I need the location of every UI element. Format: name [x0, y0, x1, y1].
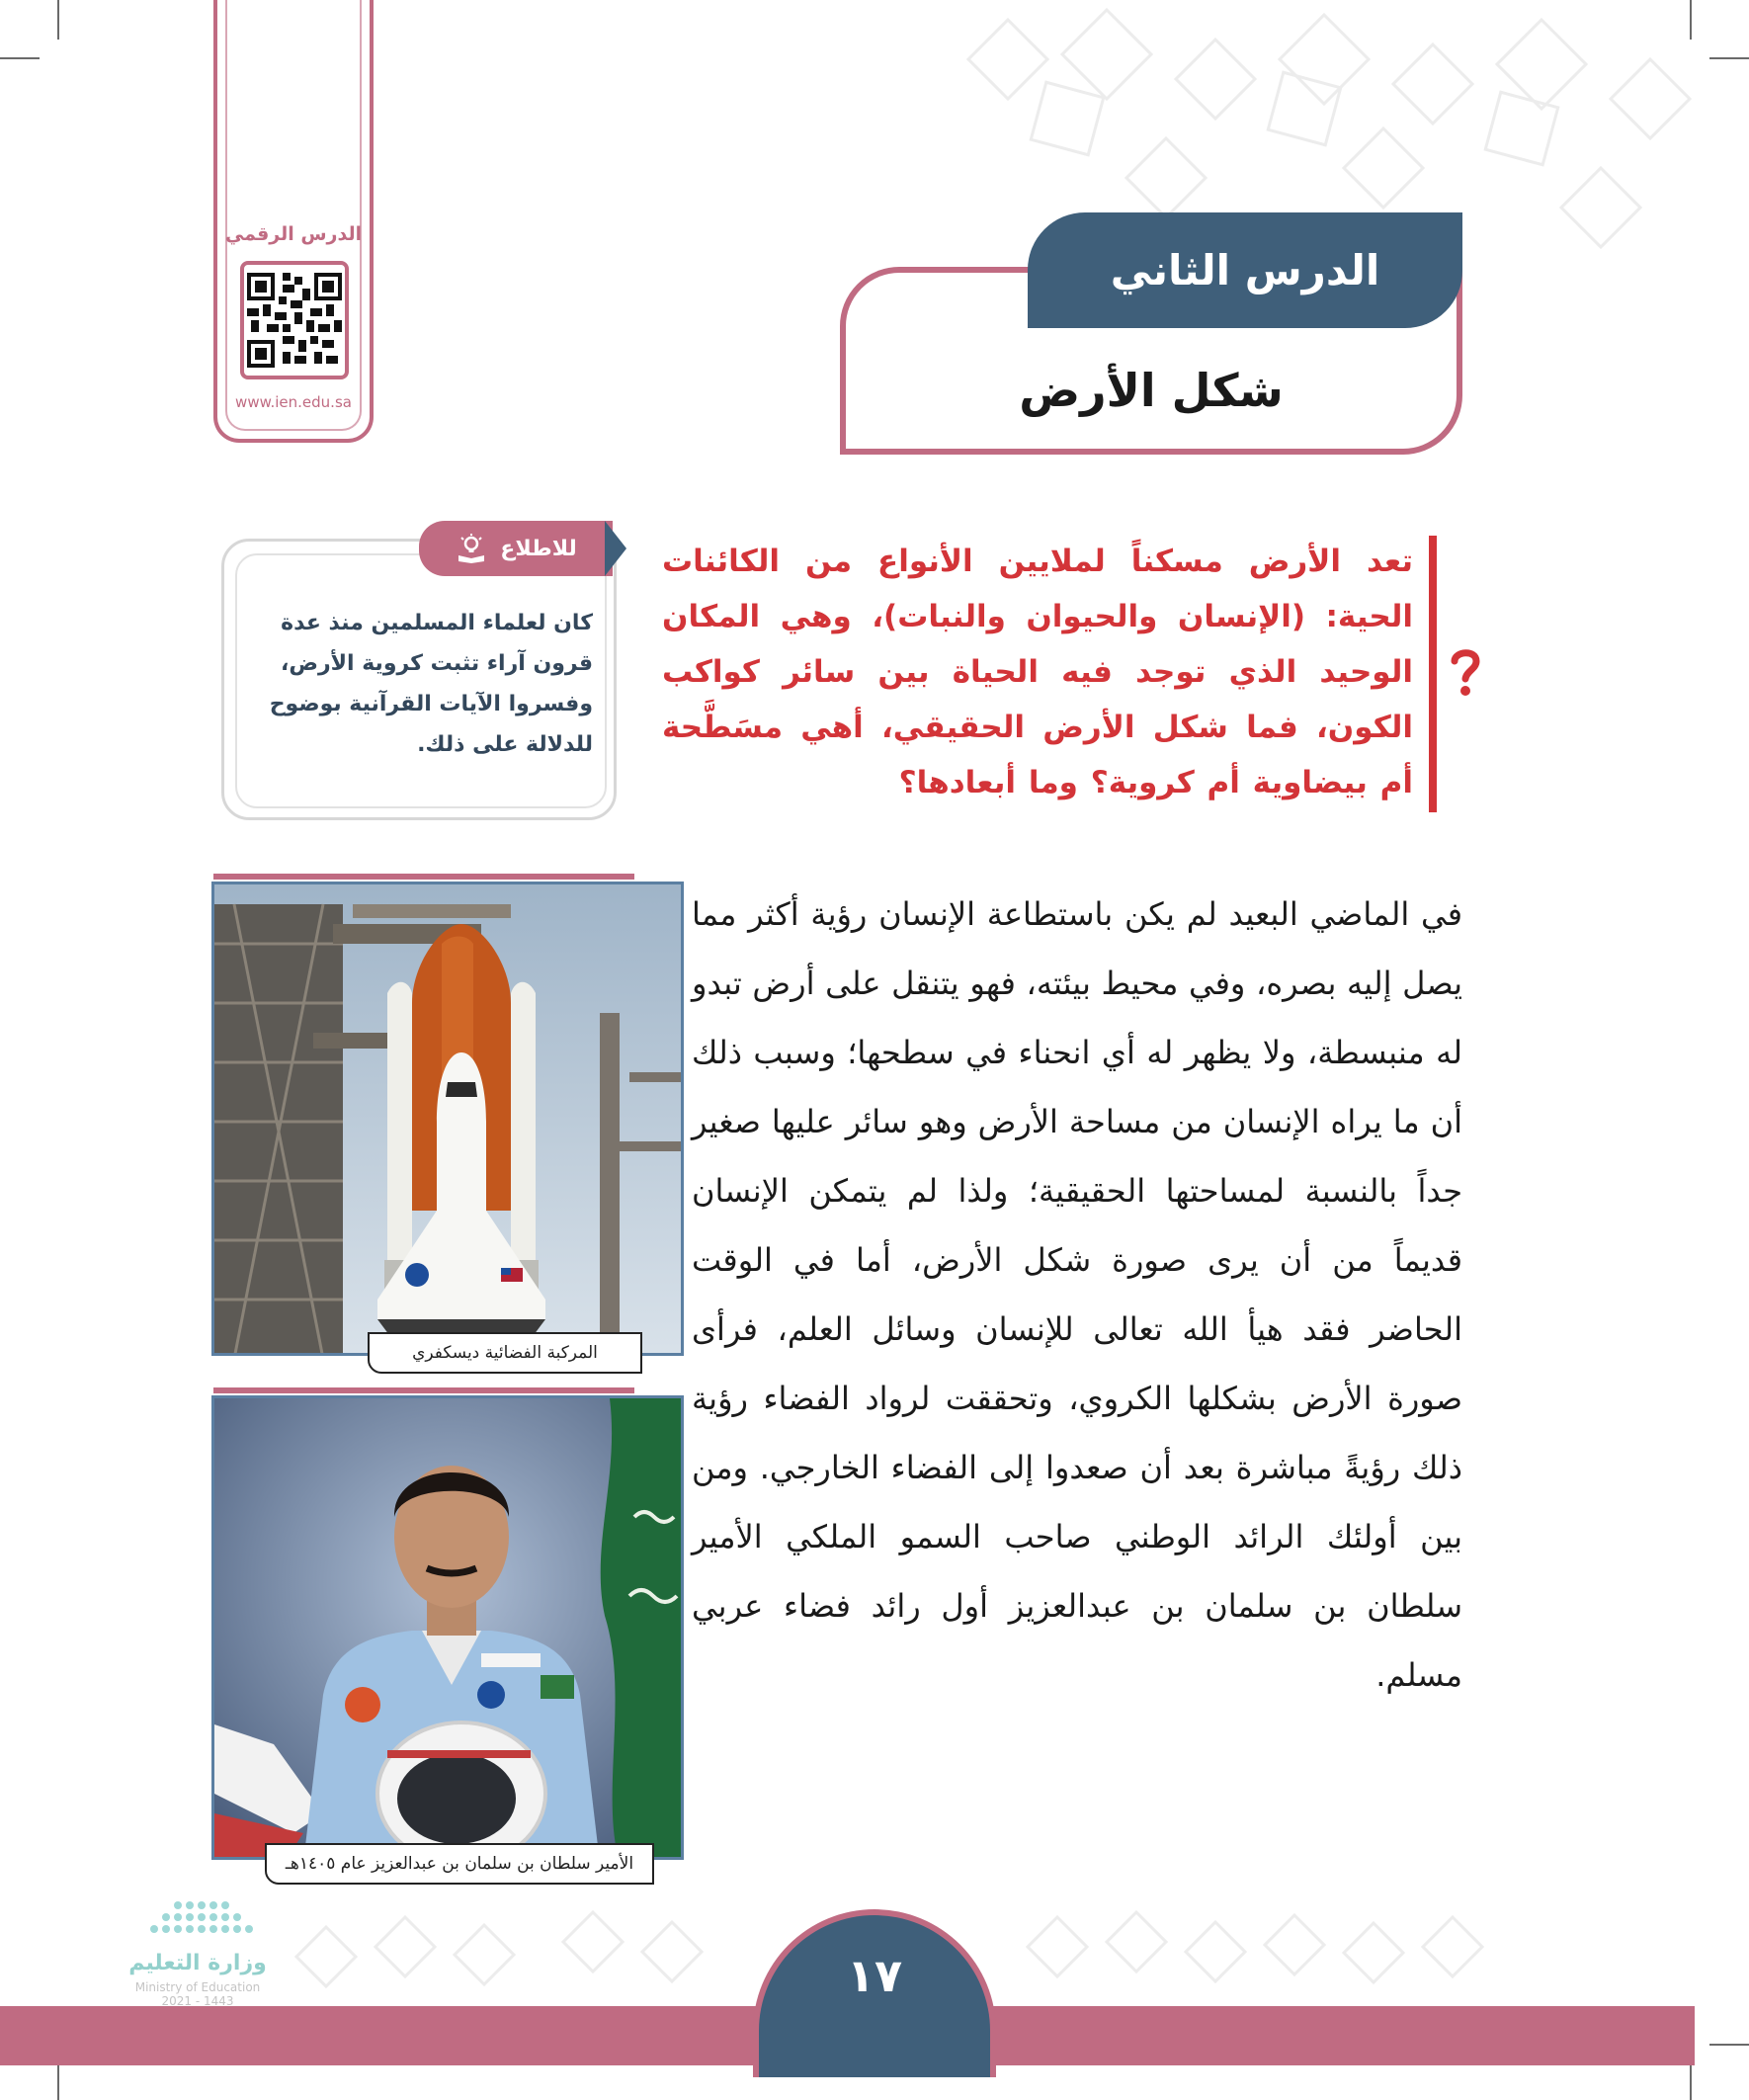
crop-mark: [0, 57, 40, 59]
astronaut-illustration: [214, 1398, 684, 1860]
crop-mark: [57, 0, 59, 40]
question-mark-icon: [1449, 647, 1482, 703]
crop-mark: [1709, 2044, 1749, 2046]
crop-mark: [1690, 2060, 1692, 2100]
crop-mark: [1690, 0, 1692, 40]
page-number: ١٧: [753, 1909, 996, 2077]
photo-strip: [213, 874, 634, 880]
lesson-title: شكل الأرض: [1019, 364, 1284, 417]
crop-mark: [57, 2060, 59, 2100]
info-box-text: كان لعلماء المسلمين منذ عدة قرون آراء تثبت كروية الأرض، وفسروا الآيات القرآنية بوضوح للدلالة على ذلك.: [269, 611, 593, 757]
astronaut-caption: الأمير سلطان بن سلمان بن عبدالعزيز عام ١٤٠٥هـ: [265, 1843, 654, 1885]
shuttle-caption: المركبة الفضائية ديسكفري: [368, 1332, 642, 1374]
ministry-name: وزارة التعليم: [128, 1951, 267, 1975]
ministry-year: 2021 - 1443: [161, 1994, 234, 2008]
shuttle-photo: [211, 882, 684, 1356]
body-text: في الماضي البعيد لم يكن باستطاعة الإنسان رؤية أكثر مما يصل إليه بصره، وفي محيط بيئته، فهو يتنقل على أرض تبدو له منبسطة، ولا يظهر له أي انحناء في سطحها؛ وسبب ذلك أن ما يراه الإنسان من مساحة الأرض وهو سائر عليها صغير جداً بالنسبة لمساحتها الحقيقية؛ ولذا لم يتمكن الإنسان قديماً من أن يرى صورة شكل الأرض، أما في الوقت الحاضر فقد هيأ الله تعالى للإنسان وسائل العلم، فرأى صورة الأرض بشكلها الكروي، وتحققت لرواد الفضاء رؤية ذلك رؤيةً مباشرة بعد أن صعدوا إلى الفضاء الخارجي. ومن بين أولئك الرائد الوطني صاحب السمو الملكي الأمير سلطان بن سلمان بن عبدالعزيز أول رائد فضاء عربي مسلم.: [692, 895, 1462, 1694]
intro-text: تعد الأرض مسكناً لملايين الأنواع من الكائنات الحية: (الإنسان والحيوان والنبات)، وهي المكان الوحيد الذي توجد فيه الحياة بين سائر كواكب الكون، فما شكل الأرض الحقيقي، أهي مسَطَّحة أم بيضاوية أم كروية؟ وما أبعادها؟: [662, 544, 1413, 800]
lesson-number-tab: الدرس الثاني: [1028, 212, 1462, 328]
ministry-dots-icon: [99, 1897, 296, 1953]
info-box-header-label: للاطلاع: [500, 536, 577, 561]
qr-code[interactable]: [240, 261, 349, 379]
ministry-logo: [99, 1897, 296, 2046]
astronaut-photo: [211, 1395, 684, 1860]
lightbulb-book-icon: [455, 534, 488, 563]
info-box-chevron: [605, 521, 626, 576]
ministry-sub-en: Ministry of Education: [134, 1980, 261, 1994]
photo-strip: [213, 1387, 634, 1393]
digital-lesson-url[interactable]: www.ien.edu.sa: [235, 393, 352, 411]
qr-code-icon: [247, 273, 342, 368]
digital-lesson-tab[interactable]: [213, 0, 374, 443]
digital-lesson-label: الدرس الرقمي: [224, 223, 363, 245]
space-shuttle-illustration: [214, 884, 684, 1356]
intro-accent-bar: [1429, 536, 1437, 812]
info-box-header: [419, 521, 613, 576]
ministry-sub: [99, 1980, 296, 2008]
crop-mark: [1709, 57, 1749, 59]
